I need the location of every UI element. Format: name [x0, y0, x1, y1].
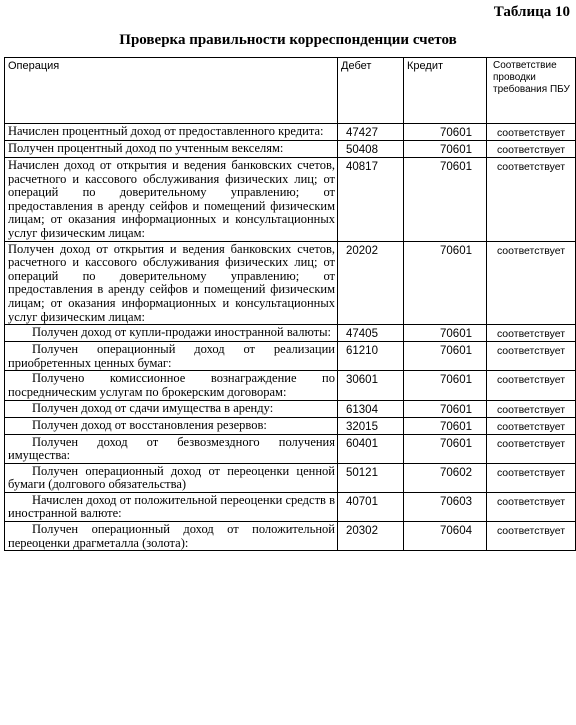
- debit-cell: 50121: [338, 463, 404, 492]
- credit-cell: 70601: [404, 325, 487, 342]
- operation-cell: Получен доход от безвозмездного получения имущества:: [5, 434, 338, 463]
- operation-cell: Получен доход от восстановления резервов:: [5, 417, 338, 434]
- table-row: [5, 241, 576, 325]
- compliance-cell: соответствует: [487, 522, 576, 551]
- table-caption: Проверка правильности корреспонденции счетов: [119, 32, 457, 48]
- operation-cell: Получен операционный доход от положительной переоценки драгметалла (золота):: [5, 522, 338, 551]
- table-row: [5, 400, 576, 417]
- compliance-cell: соответствует: [487, 371, 576, 400]
- table-row: [5, 463, 576, 492]
- table-row: [5, 522, 576, 551]
- table-row: [5, 417, 576, 434]
- table-row: [5, 124, 576, 141]
- operation-cell: Получен операционный доход от реализации приобретенных ценных бумаг:: [5, 342, 338, 371]
- credit-cell: 70601: [404, 241, 487, 325]
- operation-cell: Получено комиссионное вознаграждение по посредническим услугам по брокерским договорам:: [5, 371, 338, 400]
- credit-cell: 70601: [404, 124, 487, 141]
- table-header-row: [5, 58, 576, 124]
- compliance-cell: соответствует: [487, 492, 576, 521]
- operation-cell: Получен доход от купли-продажи иностранной валюты:: [5, 325, 338, 342]
- operation-cell: Начислен доход от положительной переоценки средств в иностранной валюте:: [5, 492, 338, 521]
- table-row: [5, 325, 576, 342]
- correspondence-table: [4, 57, 576, 551]
- debit-cell: 47405: [338, 325, 404, 342]
- table-number: Таблица 10: [493, 4, 570, 20]
- header-debit: Дебет: [338, 58, 404, 124]
- header-operation: Операция: [5, 58, 338, 124]
- credit-cell: 70601: [404, 371, 487, 400]
- debit-cell: 20302: [338, 522, 404, 551]
- credit-cell: 70601: [404, 158, 487, 242]
- compliance-cell: соответствует: [487, 417, 576, 434]
- debit-cell: 47427: [338, 124, 404, 141]
- operation-cell: Получен доход от сдачи имущества в аренду:: [5, 400, 338, 417]
- debit-cell: 61210: [338, 342, 404, 371]
- compliance-cell: соответствует: [487, 158, 576, 242]
- debit-cell: 61304: [338, 400, 404, 417]
- compliance-cell: соответствует: [487, 434, 576, 463]
- debit-cell: 20202: [338, 241, 404, 325]
- table-row: [5, 342, 576, 371]
- table-row: [5, 434, 576, 463]
- table-row: [5, 371, 576, 400]
- table-row: [5, 492, 576, 521]
- operation-cell: Получен операционный доход от переоценки ценной бумаги (долгового обязательства): [5, 463, 338, 492]
- header-credit: Кредит: [404, 58, 487, 124]
- compliance-cell: соответствует: [487, 325, 576, 342]
- debit-cell: 40817: [338, 158, 404, 242]
- credit-cell: 70601: [404, 141, 487, 158]
- debit-cell: 40701: [338, 492, 404, 521]
- credit-cell: 70603: [404, 492, 487, 521]
- credit-cell: 70601: [404, 342, 487, 371]
- compliance-cell: соответствует: [487, 124, 576, 141]
- operation-cell: Начислен процентный доход от предоставленного кредита:: [5, 124, 338, 141]
- debit-cell: 30601: [338, 371, 404, 400]
- compliance-cell: соответствует: [487, 141, 576, 158]
- compliance-cell: соответствует: [487, 342, 576, 371]
- credit-cell: 70602: [404, 463, 487, 492]
- debit-cell: 32015: [338, 417, 404, 434]
- compliance-cell: соответствует: [487, 241, 576, 325]
- table-row: [5, 158, 576, 242]
- header-compliance: Соответствие проводки требования ПБУ: [487, 58, 576, 124]
- debit-cell: 60401: [338, 434, 404, 463]
- operation-cell: Начислен доход от открытия и ведения банковских счетов, расчетного и кассового обслуживания физических лиц; от операций по доверительному управлению; от предоставления в аренду сейфов и помещений физическим лицам; от оказания информационных и консультационных услуг физическим лицам:: [5, 158, 338, 242]
- credit-cell: 70601: [404, 400, 487, 417]
- compliance-cell: соответствует: [487, 400, 576, 417]
- compliance-cell: соответствует: [487, 463, 576, 492]
- table-row: [5, 141, 576, 158]
- operation-cell: Получен процентный доход по учтенным векселям:: [5, 141, 338, 158]
- debit-cell: 50408: [338, 141, 404, 158]
- operation-cell: Получен доход от открытия и ведения банковских счетов, расчетного и кассового обслуживания физических лиц; от операций по доверительному управлению; от предоставления в аренду сейфов и помещений физическим лицам; от оказания информационных и консультационных услуг физическим лицам:: [5, 241, 338, 325]
- credit-cell: 70601: [404, 417, 487, 434]
- credit-cell: 70604: [404, 522, 487, 551]
- credit-cell: 70601: [404, 434, 487, 463]
